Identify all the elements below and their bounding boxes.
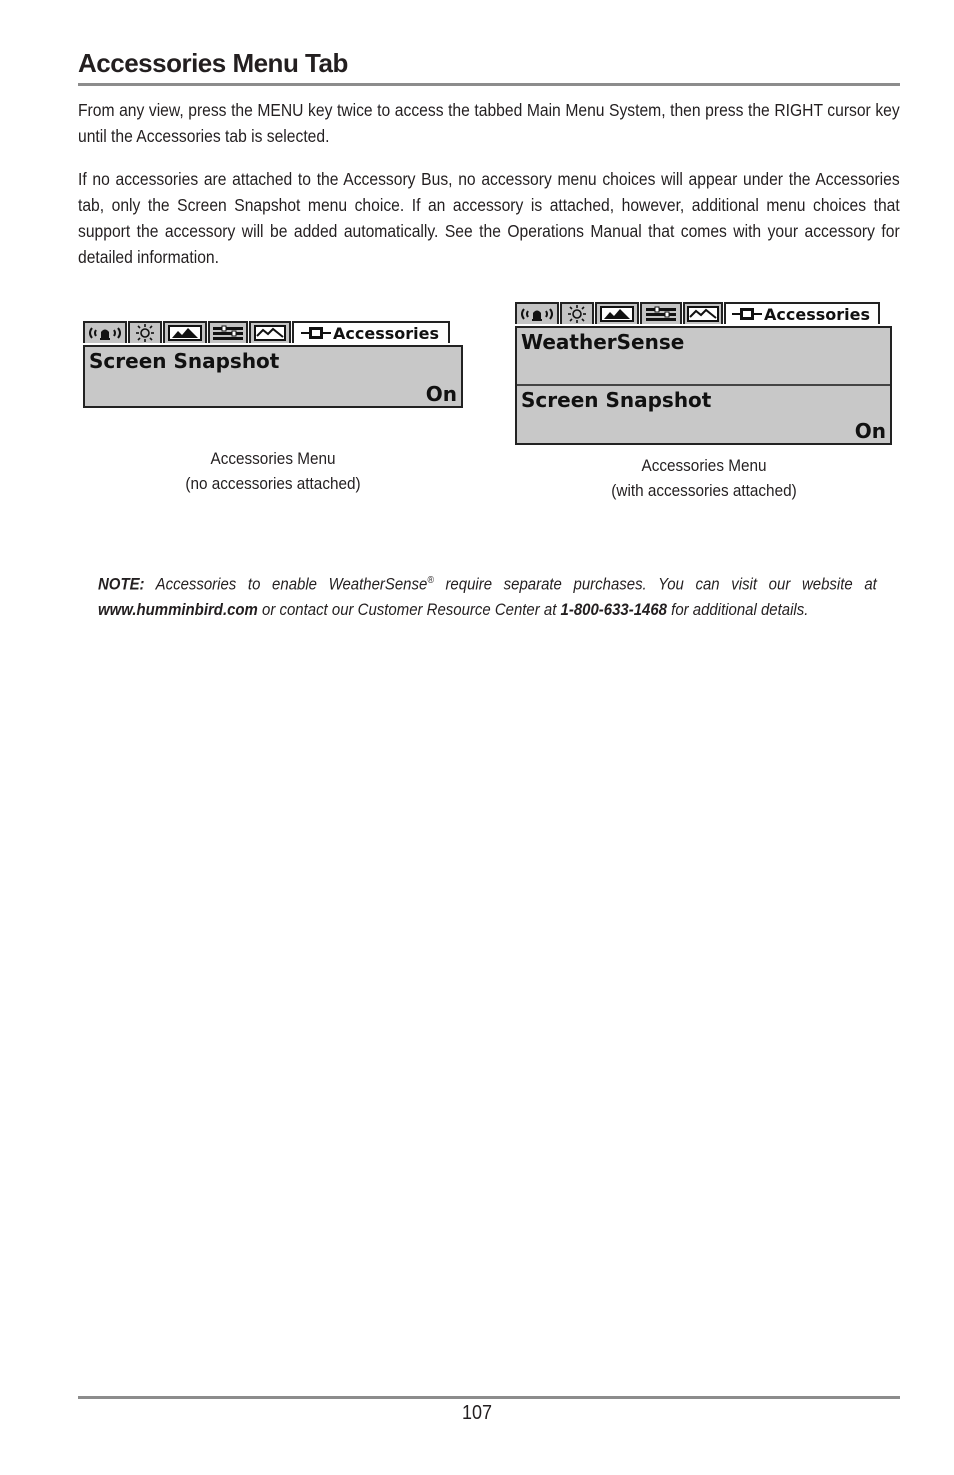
setup-tab[interactable] [128, 321, 162, 343]
views-tab-icon [254, 325, 286, 341]
setup-tab-icon [566, 305, 588, 323]
registered-mark: ® [427, 575, 434, 586]
sonar-tab-icon [212, 325, 244, 341]
menu-panel [515, 326, 892, 445]
views-tab[interactable] [683, 302, 723, 324]
note-text-2: require separate purchases. You can visit our website at [445, 574, 877, 594]
details-paragraph: If no accessories are attached to the Accessory Bus, no accessory menu choices will appear under the Accessories tab, only the Screen Snapshot menu choice. If an accessory is attached, however, additional menu choices that support the accessory will be added automatically. See the Operations Manual that comes with your accessory for detailed information. [78, 169, 900, 267]
menu-item-screen-snapshot[interactable] [85, 347, 461, 406]
note-paragraph [98, 568, 877, 622]
figure-caption-left [138, 447, 408, 496]
alarms-tab[interactable] [515, 302, 559, 324]
accessories-menu-with-accessories [515, 302, 892, 445]
caption-line-2: (with accessories attached) [611, 480, 797, 500]
alarms-tab-icon [520, 306, 554, 322]
chart-tab-icon [168, 325, 202, 341]
menu-item-weathersense[interactable] [517, 328, 890, 384]
caption-line-2: (no accessories attached) [185, 473, 361, 493]
page-title: Accessories Menu Tab [78, 48, 348, 78]
menu-item-label: Screen Snapshot [89, 349, 280, 373]
views-tab-icon [687, 306, 719, 322]
chart-tab-icon [600, 306, 634, 322]
menu-tab-bar [515, 302, 881, 326]
figure-caption-right [569, 454, 839, 503]
menu-item-value: On [854, 419, 886, 443]
accessories-tab-icon [732, 307, 762, 321]
menu-tab-bar [83, 321, 451, 345]
chart-tab[interactable] [163, 321, 207, 343]
alarms-tab[interactable] [83, 321, 127, 343]
accessories-menu-no-accessories [83, 321, 463, 408]
menu-item-value: On [425, 382, 457, 406]
title-rule [78, 83, 900, 86]
tab-accessories[interactable] [724, 302, 880, 324]
setup-tab-icon [134, 324, 156, 342]
menu-item-label: WeatherSense [521, 330, 685, 354]
chart-tab[interactable] [595, 302, 639, 324]
sonar-tab-icon [645, 306, 677, 322]
note-text-1: Accessories to enable WeatherSense [155, 574, 428, 594]
note-text-3: or contact our Customer Resource Center at [262, 599, 557, 619]
accessories-tab-label: Accessories [333, 323, 439, 343]
accessories-tab-label: Accessories [764, 304, 870, 324]
accessories-tab-icon [301, 326, 331, 340]
sonar-tab[interactable] [208, 321, 248, 343]
note-label: NOTE: [98, 574, 145, 594]
menu-item-label: Screen Snapshot [521, 388, 712, 412]
page-number: 107 [461, 1402, 493, 1424]
menu-item-screen-snapshot[interactable] [517, 386, 890, 443]
tab-accessories[interactable] [292, 321, 450, 343]
website-link[interactable]: www.humminbird.com [98, 599, 258, 619]
phone-number: 1-800-633-1468 [560, 599, 668, 619]
views-tab[interactable] [249, 321, 291, 343]
menu-panel [83, 345, 463, 408]
caption-line-1: Accessories Menu [210, 449, 336, 468]
caption-line-1: Accessories Menu [641, 456, 767, 475]
sonar-tab[interactable] [640, 302, 682, 324]
note-text-4: for additional details. [671, 599, 809, 619]
setup-tab[interactable] [560, 302, 594, 324]
footer-rule [78, 1396, 900, 1399]
alarms-tab-icon [88, 325, 122, 341]
intro-paragraph: From any view, press the MENU key twice to access the tabbed Main Menu System, then press the RIGHT cursor key until the Accessories tab is selected. [78, 100, 900, 146]
